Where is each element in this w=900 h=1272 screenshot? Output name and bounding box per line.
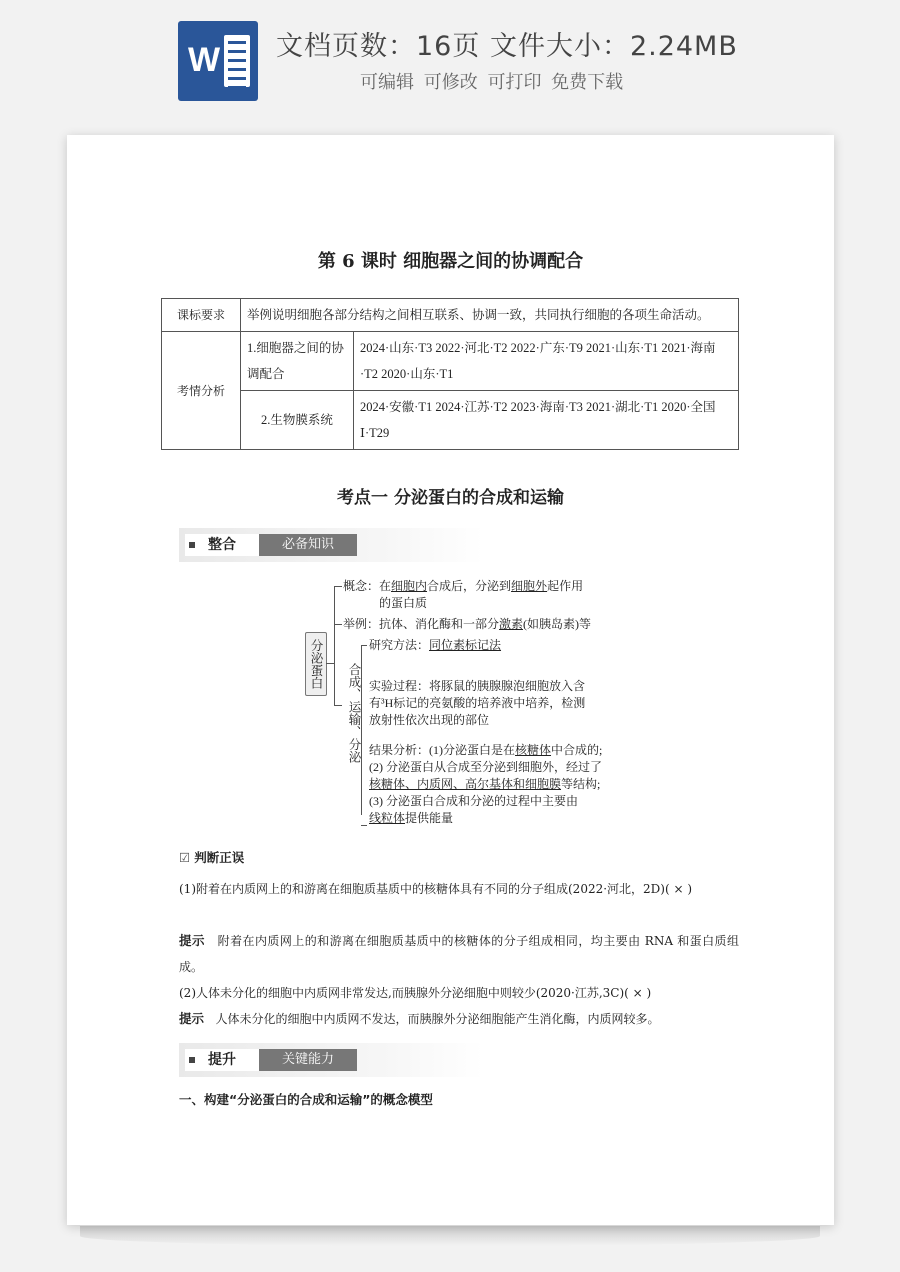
banner-integrate: [179, 528, 484, 562]
mindmap-root: 分泌蛋白: [305, 632, 327, 696]
banner-integrate-label: 整合: [185, 534, 259, 556]
page-shadow: [80, 1226, 820, 1246]
banner-improve: [179, 1043, 484, 1077]
section-title: 考点一 分泌蛋白的合成和运输: [337, 488, 564, 508]
exam-refs-2: 2024·安徽·T1 2024·江苏·T2 2023·海南·T3 2021·湖北·T1 2020·全国 Ⅰ·T29: [354, 391, 739, 450]
exam-refs-1: 2024·山东·T3 2022·河北·T2 2022·广东·T9 2021·山东·T1 2021·海南·T2 2020·山东·T1: [354, 332, 739, 391]
document-page: [67, 135, 834, 1225]
file-features: 可编辑 可修改 可打印 免费下载: [360, 72, 624, 93]
file-info-title: 文档页数：16页 文件大小：2.24MB: [276, 31, 738, 62]
result-line4: (3) 分泌蛋白合成和分泌的过程中主要由: [369, 794, 578, 808]
question-2: (2)人体未分化的细胞中内质网非常发达,而胰腺外分泌细胞中则较少(2020·江苏,3C)( × ): [179, 986, 652, 1000]
example-line: 举例：抗体、消化酶和一部分激素(如胰岛素)等: [343, 617, 592, 631]
method-line: 研究方法：同位素标记法: [369, 638, 502, 652]
sub-heading: 一、构建“分泌蛋白的合成和运输”的概念模型: [179, 1092, 433, 1107]
banner-improve-label: 提升: [185, 1049, 259, 1071]
concept-mindmap: [303, 575, 663, 835]
lesson-title: 第 6 课时 细胞器之间的协调配合: [317, 251, 584, 272]
exam-topic-1: 1.细胞器之间的协调配合: [241, 332, 354, 391]
banner-integrate-tag: 必备知识: [259, 534, 357, 556]
judge-title: ☑ 判断正误: [179, 848, 244, 866]
concept-line1: 概念：在细胞内合成后，分泌到细胞外起作用: [343, 579, 584, 593]
result-line3: 核糖体、内质网、高尔基体和细胞膜等结构;: [369, 777, 601, 791]
exam-topic-2: 2.生物膜系统: [241, 391, 354, 450]
result-line2: (2) 分泌蛋白从合成至分泌到细胞外，经过了: [369, 760, 602, 774]
word-icon-letter: W: [188, 41, 221, 79]
curriculum-table: [161, 298, 739, 450]
experiment-line3: 放射性依次出现的部位: [369, 713, 490, 727]
hint-label: 提示: [179, 1011, 205, 1026]
experiment-line1: 实验过程：将豚鼠的胰腺腺泡细胞放入含: [369, 679, 586, 693]
answer-1: 提示 附着在内质网上的和游离在细胞质基质中的核糖体的分子组成相同，均主要由 RNA 和蛋白质组成。: [179, 933, 739, 974]
result-line1: 结果分析：(1)分泌蛋白是在核糖体中合成的;: [369, 743, 603, 757]
curriculum-req-text: 举例说明细胞各部分结构之间相互联系、协调一致，共同执行细胞的各项生命活动。: [241, 299, 739, 332]
question-1: (1)附着在内质网上的和游离在细胞质基质中的核糖体具有不同的分子组成(2022·河北，2D)( × ): [179, 882, 693, 896]
exam-analysis-label: 考情分析: [162, 332, 241, 450]
curriculum-req-label: 课标要求: [162, 299, 241, 332]
banner-improve-tag: 关键能力: [259, 1049, 357, 1071]
result-line5: 线粒体提供能量: [369, 811, 454, 825]
mindmap-branch: 合成、运输、分泌: [347, 663, 361, 763]
experiment-line2: 有³H标记的亮氨酸的培养液中培养，检测: [369, 696, 586, 710]
download-header: [0, 0, 900, 120]
hint-label: 提示: [179, 933, 205, 948]
concept-line2: 的蛋白质: [379, 596, 428, 610]
answer-2: 提示 人体未分化的细胞中内质网不发达，而胰腺外分泌细胞能产生消化酶，内质网较多。: [179, 1011, 660, 1026]
word-doc-icon: [178, 21, 258, 101]
